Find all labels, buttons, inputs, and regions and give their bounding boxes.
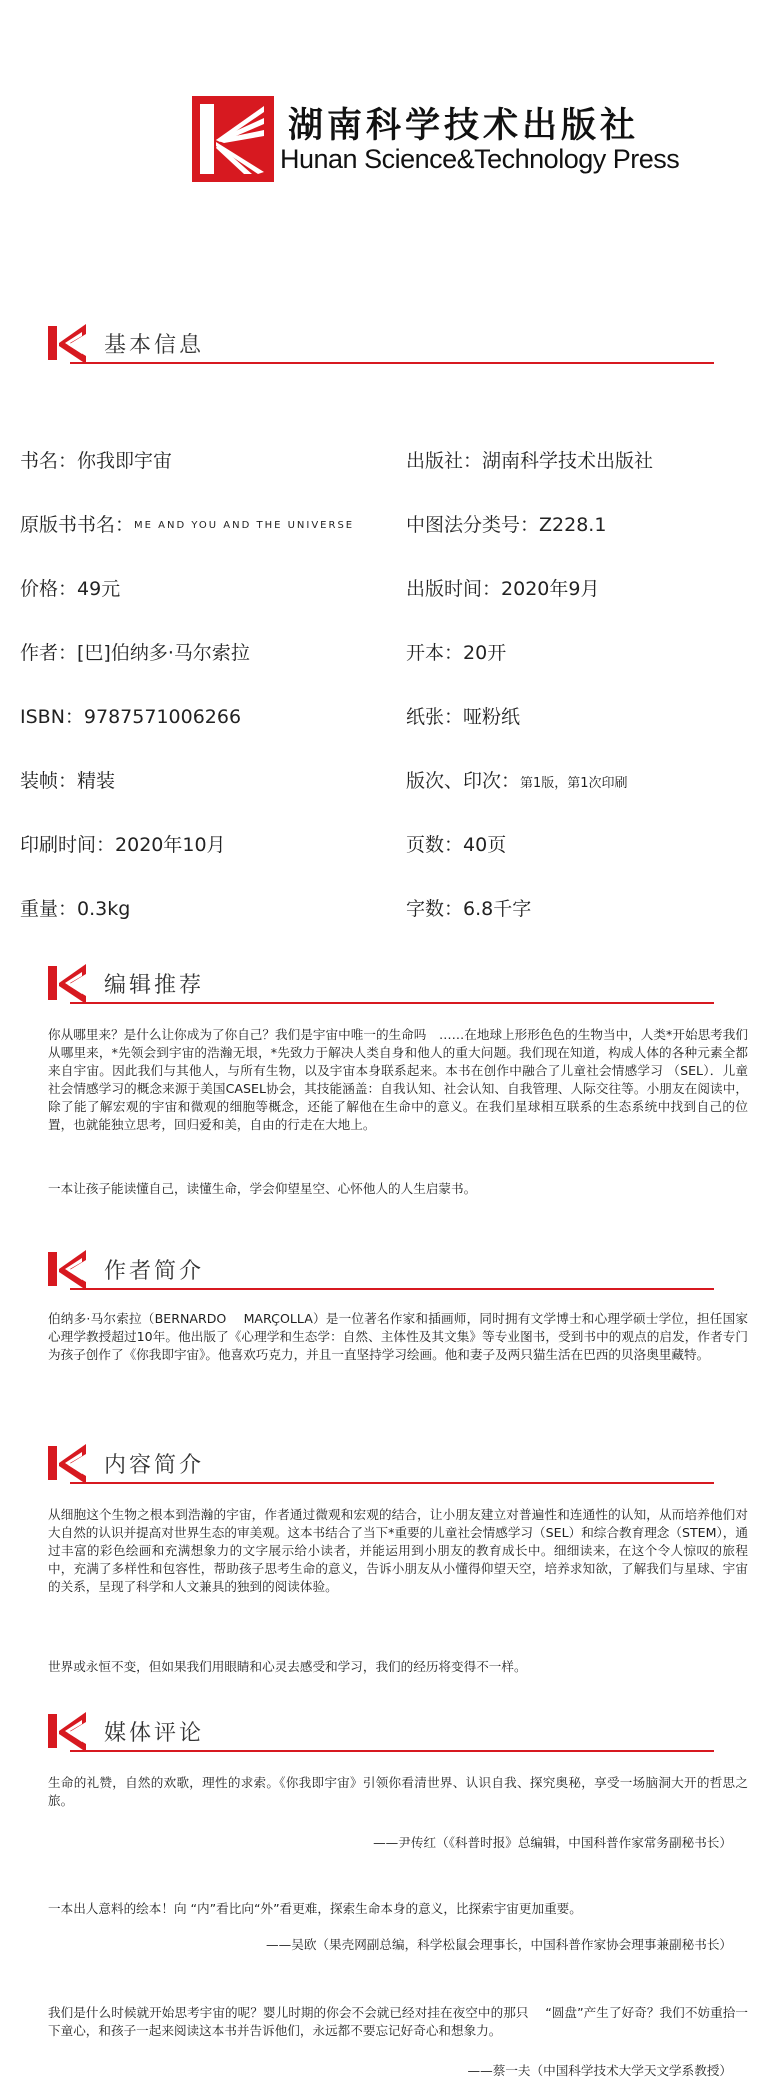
k-logo-icon	[48, 322, 88, 364]
info-row	[20, 766, 740, 796]
recommend-paragraph: 一本让孩子能读懂自己，读懂生命，学会仰望星空、心怀他人的人生启蒙书。	[48, 1181, 477, 1196]
info-print-date: 印刷时间：2020年10月	[20, 834, 226, 856]
k-logo-icon	[48, 1248, 88, 1290]
publisher-name-en: Hunan Science&Technology Press	[280, 144, 680, 174]
content-paragraph: 从细胞这个生物之根本到浩瀚的宇宙，作者通过微观和宏观的结合，让小朋友建立对普遍性和连通性的认知，从而培养他们对大自然的认识并提高对世界生态的审美观。这本书结合了当下*重要的儿童社会情感学习（SEL）和综合教育理念（STEM），通过丰富的彩色绘画和充满想象力的文字展示给小读者，并能运用到小朋友的教育成长中。细细读来，在这个令人惊叹的旅程中，充满了多样性和包容性，帮助孩子思考生命的意义，告诉小朋友从小懂得仰望天空，培养求知欲，了解我们与星球、宇宙的关系，呈现了科学和人文兼具的独到的阅读体验。	[48, 1507, 748, 1594]
info-edition: 版次、印次：第1版，第1次印刷	[406, 770, 628, 792]
publisher-logo	[192, 96, 680, 186]
content-paragraph: 世界或永恒不变，但如果我们用眼睛和心灵去感受和学习，我们的经历将变得不一样。	[48, 1659, 527, 1674]
info-title: 书名：你我即宇宙	[20, 450, 173, 472]
section-header-recommend	[0, 962, 760, 1008]
info-row	[20, 574, 740, 604]
publisher-name-cn: 湖南科学技术出版社	[288, 105, 640, 146]
info-pages: 页数：40页	[406, 834, 507, 856]
media-review-signature: ——蔡一夫（中国科学技术大学天文学系教授）	[467, 2063, 732, 2078]
section-divider	[70, 1002, 714, 1004]
k-logo-icon	[48, 962, 88, 1004]
info-isbn: ISBN：9787571006266	[20, 706, 242, 728]
k-logo-icon	[48, 1442, 88, 1484]
section-title: 作者简介	[104, 1259, 205, 1284]
info-row	[20, 510, 740, 540]
section-header-content	[0, 1442, 760, 1488]
section-title: 基本信息	[104, 333, 205, 358]
media-review-text: 我们是什么时候就开始思考宇宙的呢？婴儿时期的你会不会就已经对挂在夜空中的那只 “圆盘”产生了好奇？我们不妨重拾一下童心，和孩子一起来阅读这本书并告诉他们，永远都不要忘记好奇心和想象力。	[48, 2005, 748, 2038]
info-words: 字数：6.8千字	[406, 898, 532, 920]
section-header-basic-info	[0, 322, 760, 368]
k-logo-icon	[48, 1710, 88, 1752]
info-row	[20, 446, 740, 476]
info-original-title: 原版书书名：ME AND YOU AND THE UNIVERSE	[20, 514, 355, 536]
info-pub-date: 出版时间：2020年9月	[406, 578, 600, 600]
info-binding: 装帧：精装	[20, 770, 116, 792]
info-publisher: 出版社：湖南科学技术出版社	[406, 450, 654, 472]
info-paper: 纸张：哑粉纸	[406, 706, 521, 728]
section-divider	[70, 1482, 714, 1484]
info-author: 作者：[巴]伯纳多·马尔索拉	[20, 642, 250, 664]
media-review-text: 生命的礼赞，自然的欢歌，理性的求索。《你我即宇宙》引领你看清世界、认识自我、探究奥秘，享受一场脑洞大开的哲思之旅。	[48, 1775, 748, 1808]
author-paragraph: 伯纳多·马尔索拉（BERNARDO MARÇOLLA）是一位著名作家和插画师，同时拥有文学博士和心理学硕士学位，担任国家心理学教授超过10年。他出版了《心理学和生态学：自然、主体性及其文集》等专业图书，受到书中的观点的启发，作者专门为孩子创作了《你我即宇宙》。他喜欢巧克力，并且一直坚持学习绘画。他和妻子及两只猫生活在巴西的贝洛奥里藏特。	[48, 1311, 748, 1362]
section-divider	[70, 1288, 714, 1290]
info-format: 开本：20开	[406, 642, 507, 664]
info-row	[20, 894, 740, 924]
info-row	[20, 638, 740, 668]
section-header-media	[0, 1710, 760, 1756]
section-header-author	[0, 1248, 760, 1294]
section-divider	[70, 362, 714, 364]
recommend-paragraph: 你从哪里来？是什么让你成为了你自己？我们是宇宙中唯一的生命吗 ……在地球上形形色色的生物当中，人类*开始思考我们从哪里来，*先领会到宇宙的浩瀚无垠，*先致力于解决人类自身和他人的重大问题。我们现在知道，构成人体的各种元素全都来自宇宙。因此我们与其他人，与所有生物，以及宇宙本身联系起来。本书在创作中融合了儿童社会情感学习 （SEL）．儿童社会情感学习的概念来源于美国CASEL协会，其技能涵盖：自我认知、社会认知、自我管理、人际交往等。小朋友在阅读中，除了能了解宏观的宇宙和微观的细胞等概念，还能了解他在生命中的意义。在我们星球相互联系的生态系统中找到自己的位置，也就能独立思考，回归爱和美，自由的行走在大地上。	[48, 1027, 748, 1132]
section-title: 媒体评论	[104, 1721, 205, 1746]
section-divider	[70, 1750, 714, 1752]
info-price: 价格：49元	[20, 578, 121, 600]
media-review-signature: ——尹传红（《科普时报》总编辑，中国科普作家常务副秘书长）	[373, 1835, 732, 1850]
info-clc: 中图法分类号：Z228.1	[406, 514, 607, 536]
info-weight: 重量：0.3kg	[20, 898, 131, 920]
media-review-text: 一本出人意料的绘本！向 “内”看比向“外”看更难，探索生命本身的意义，比探索宇宙更加重要。	[48, 1901, 582, 1916]
section-title: 编辑推荐	[104, 973, 205, 998]
publisher-logo-mark	[192, 96, 274, 182]
info-row	[20, 830, 740, 860]
info-row	[20, 702, 740, 732]
media-review-signature: ——吴欧（果壳网副总编，科学松鼠会理事长，中国科普作家协会理事兼副秘书长）	[266, 1937, 732, 1952]
section-title: 内容简介	[104, 1453, 205, 1478]
